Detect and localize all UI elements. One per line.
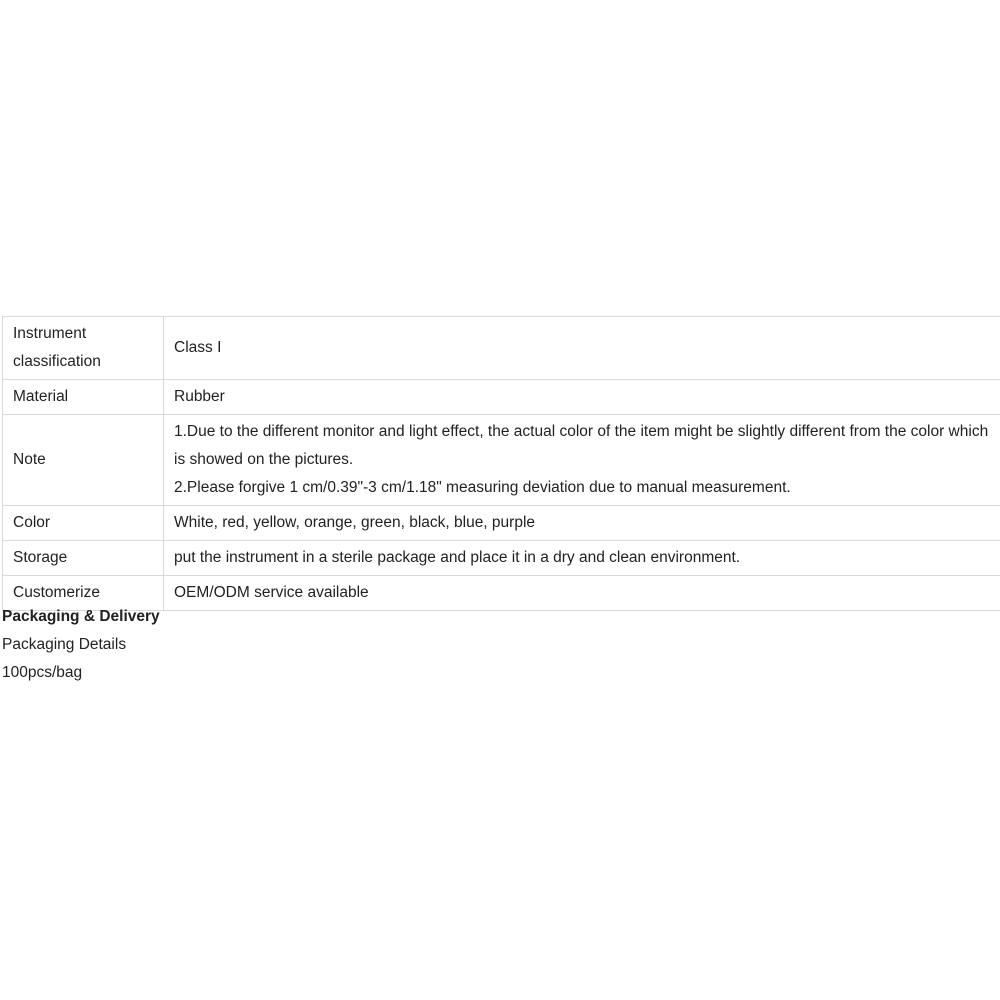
note-line-2: 2.Please forgive 1 cm/0.39"-3 cm/1.18" measuring deviation due to manual measurement.	[174, 479, 791, 496]
packaging-details-value: 100pcs/bag	[2, 664, 83, 681]
spec-label: Customerize	[3, 576, 164, 611]
packaging-section	[2, 603, 160, 687]
spec-value-line: White, red, yellow, orange, green, black, blue, purple	[174, 514, 536, 531]
spec-value	[164, 506, 1000, 541]
spec-label: Material	[3, 380, 164, 415]
spec-value	[164, 576, 1000, 611]
spec-label: Note	[3, 415, 164, 506]
packaging-heading: Packaging & Delivery	[2, 608, 160, 625]
spec-value-line: Rubber	[174, 388, 225, 405]
spec-value	[164, 415, 1000, 506]
spec-value-line: OEM/ODM service available	[174, 584, 369, 601]
spec-value	[164, 541, 1000, 576]
spec-table-container	[2, 316, 1000, 611]
spec-label: Storage	[3, 541, 164, 576]
spec-value-line: put the instrument in a sterile package and place it in a dry and clean environment.	[174, 549, 741, 566]
spec-label: Color	[3, 506, 164, 541]
spec-value	[164, 380, 1000, 415]
spec-row-storage	[3, 541, 1000, 576]
spec-table	[2, 316, 1000, 611]
spec-row-instrument-classification	[3, 317, 1000, 380]
spec-row-material	[3, 380, 1000, 415]
spec-row-color	[3, 506, 1000, 541]
note-line-1: 1.Due to the different monitor and light effect, the actual color of the item might be slightly different from the color which is showed on the pictures.	[174, 423, 989, 468]
spec-value-line: Class I	[174, 339, 222, 356]
spec-value	[164, 317, 1000, 380]
spec-label: Instrument classification	[3, 317, 164, 380]
packaging-details-label: Packaging Details	[2, 636, 127, 653]
spec-row-note	[3, 415, 1000, 506]
